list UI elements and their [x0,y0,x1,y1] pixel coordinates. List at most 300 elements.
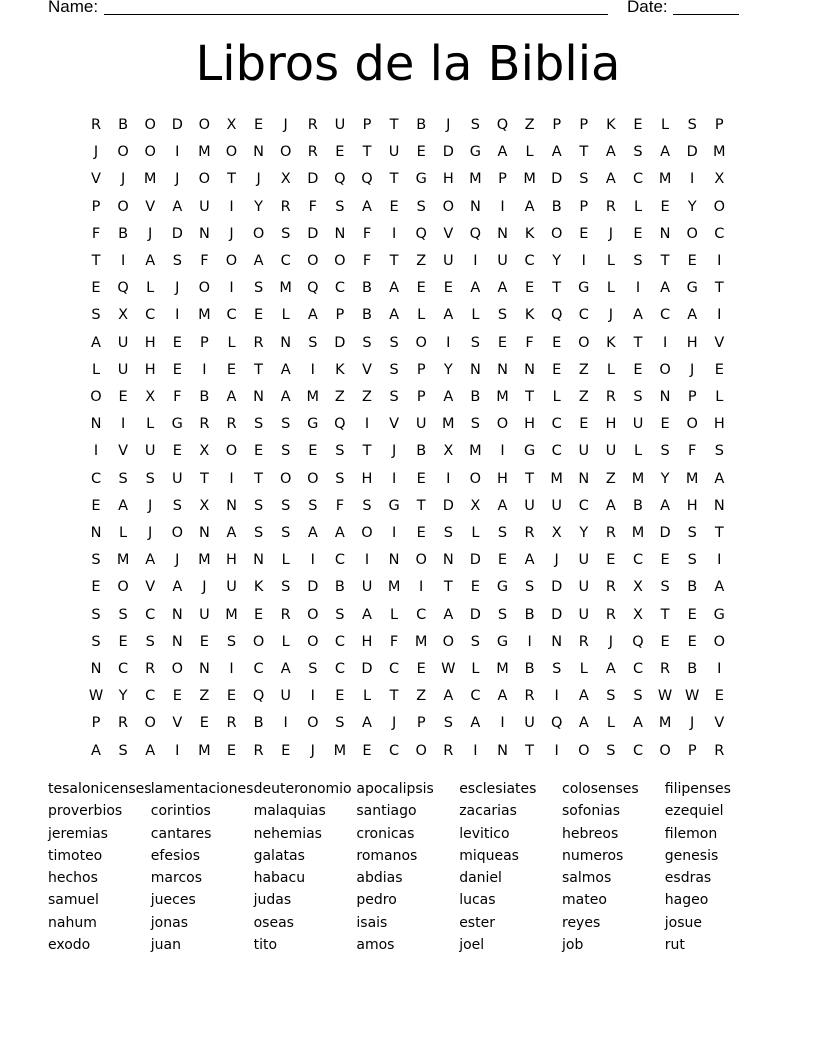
grid-letter: I [717,552,722,569]
word-list-item: jueces [150,892,196,909]
grid-letter: I [391,225,397,242]
word-column [356,778,433,956]
grid-letter: T [389,688,399,705]
grid-letter: B [524,606,535,623]
grid-letter: M [143,171,157,188]
grid-letter: P [416,361,426,378]
grid-letter: I [310,688,315,705]
grid-letter: M [198,307,211,324]
grid-letter: D [307,225,319,242]
grid-letter: A [172,198,183,215]
grid-letter: L [606,253,615,269]
grid-letter: N [253,389,265,405]
grid-letter: O [713,633,725,650]
grid-letter: I [229,470,234,487]
grid-letter: A [172,579,183,596]
word-list-item: reyes [562,914,601,931]
grid-letter: S [145,633,155,650]
grid-letter: V [714,334,725,351]
word-list-item: samuel [48,892,99,909]
grid-letter: O [307,470,319,487]
grid-letter: E [172,361,182,378]
grid-letter: D [307,579,319,596]
grid-letter: H [524,416,536,433]
grid-letter: L [281,552,290,569]
grid-letter: E [199,633,209,650]
grid-letter: S [253,280,264,297]
grid-letter: I [391,470,397,487]
word-list-item: tesalonicenses [48,781,152,797]
grid-letter: Z [605,470,616,487]
grid-letter: C [145,688,156,705]
grid-letter: S [91,552,101,569]
grid-letter: P [498,171,507,188]
word-column [48,778,152,956]
grid-letter: W [88,688,104,705]
grid-letter: I [527,633,532,650]
grid-letter: P [91,198,101,215]
grid-letter: N [90,416,102,433]
grid-letter: L [606,280,615,297]
grid-letter: U [199,198,210,215]
word-list-item: levitico [459,825,510,842]
grid-letter: E [254,117,264,133]
grid-letter: M [279,280,292,297]
word-column [665,778,731,956]
grid-letter: U [415,416,427,433]
grid-letter: T [660,606,670,623]
word-list-item: isais [356,914,388,931]
name-line[interactable] [104,14,608,15]
word-list-item: mateo [562,892,607,909]
grid-letter: C [714,225,725,242]
date-line[interactable] [673,14,739,15]
grid-letter: B [470,389,481,405]
grid-letter: U [171,470,183,487]
grid-letter: U [117,334,129,351]
grid-letter: L [91,361,101,378]
word-list-item: genesis [664,847,719,864]
grid-letter: S [118,606,128,623]
grid-letter: A [91,334,101,351]
word-list-item: tito [253,937,278,954]
grid-letter: S [335,198,345,215]
grid-letter: I [500,443,505,460]
word-list-item: cantares [150,825,212,842]
grid-letter: R [280,606,291,623]
grid-letter: U [578,606,590,623]
word-list-item: esclesiates [459,781,537,797]
grid-letter: A [145,552,156,569]
grid-letter: N [198,525,210,541]
page-title: Libros de la Biblia [195,36,621,92]
grid-letter: N [388,552,400,569]
grid-letter: L [281,307,290,324]
word-list-item: exodo [48,937,91,954]
grid-letter: M [469,443,482,460]
grid-letter: G [388,497,400,514]
grid-letter: S [335,470,345,487]
word-column [254,778,352,956]
grid-letter: E [687,633,697,650]
grid-letter: S [524,579,535,596]
grid-letter: V [389,416,400,433]
grid-letter: Z [524,117,535,133]
grid-letter: S [226,633,237,650]
grid-letter: O [225,144,238,161]
grid-letter: N [171,606,183,623]
grid-letter: E [552,334,562,351]
grid-letter: Y [687,198,697,215]
grid-letter: M [387,579,401,596]
grid-letter: N [659,225,671,242]
grid-letter: O [144,117,156,133]
word-list-item: romanos [356,847,418,864]
grid-letter: E [254,307,264,324]
grid-letter: I [473,253,478,269]
grid-letter: S [253,497,264,514]
grid-letter: F [362,253,372,269]
grid-letter: T [389,171,399,188]
grid-letter: A [605,171,616,188]
grid-letter: B [687,661,698,677]
grid-letter: A [307,307,318,324]
grid-letter: E [389,198,399,215]
grid-letter: B [362,307,372,324]
grid-letter: S [308,497,318,514]
grid-letter: G [171,416,183,433]
grid-letter: D [171,225,183,242]
grid-letter: H [713,416,725,433]
grid-letter: R [660,661,671,677]
grid-letter: I [229,661,234,677]
grid-letter: E [335,688,345,705]
grid-letter: V [443,225,454,242]
grid-letter: J [608,225,614,242]
grid-letter: J [148,225,153,242]
grid-letter: U [144,443,156,460]
grid-letter: P [579,198,589,215]
grid-letter: O [578,334,590,351]
grid-letter: O [279,144,292,161]
grid-letter: R [605,525,616,541]
grid-letter: J [608,633,614,650]
grid-letter: C [334,280,345,297]
grid-letter: E [687,606,697,623]
grid-letter: R [199,416,210,433]
grid-letter: U [578,579,590,596]
grid-letter: I [229,280,234,297]
grid-letter: G [578,280,590,297]
grid-letter: K [524,225,535,242]
grid-letter: M [306,389,320,405]
word-list-item: apocalipsis [356,781,434,797]
grid-letter: D [171,117,183,133]
grid-letter: R [145,661,156,677]
grid-letter: B [334,579,345,596]
grid-letter: L [606,361,615,378]
grid-letter: B [551,198,562,215]
grid-letter: I [229,198,234,215]
grid-letter: I [446,334,451,351]
grid-letter: A [551,144,562,161]
grid-letter: O [198,117,211,133]
grid-letter: I [554,688,559,705]
grid-letter: L [390,606,399,623]
grid-letter: M [333,742,347,759]
grid-letter: S [118,470,128,487]
grid-letter: E [660,633,670,650]
grid-letter: O [415,552,427,569]
grid-letter: R [118,715,129,732]
grid-letter: H [497,470,508,487]
grid-letter: E [199,715,209,732]
grid-letter: L [606,715,615,732]
grid-letter: E [633,361,643,378]
date-label: Date: [627,0,668,16]
grid-letter: J [148,525,153,541]
grid-letter: E [281,742,291,759]
grid-letter: O [279,470,292,487]
grid-letter: G [307,416,319,433]
grid-letter: P [91,715,101,732]
grid-letter: J [446,117,451,133]
grid-letter: O [198,280,211,297]
grid-letter: A [145,742,156,759]
grid-letter: Z [416,688,427,705]
grid-letter: C [524,253,535,269]
grid-letter: A [660,280,671,297]
grid-letter: V [362,361,372,378]
grid-letter: I [93,443,99,460]
grid-letter: T [362,144,372,161]
grid-letter: E [660,198,670,215]
grid-letter: E [470,579,480,596]
grid-letter: E [660,552,670,569]
grid-letter: B [633,497,643,514]
grid-letter: J [391,443,397,460]
grid-letter: B [199,389,210,405]
word-list-item: miqueas [459,847,519,864]
grid-letter: E [443,280,453,297]
grid-letter: H [144,334,156,351]
word-list-item: daniel [459,870,502,887]
grid-letter: T [389,117,399,133]
grid-letter: B [118,225,129,242]
grid-letter: M [225,606,238,623]
grid-letter: E [579,225,589,242]
word-list-item: abdias [356,870,403,887]
grid-letter: A [389,307,400,324]
word-list-item: proverbios [48,803,123,820]
grid-letter: S [389,361,399,378]
grid-letter: J [175,552,180,569]
grid-letter: J [175,171,180,188]
word-list-item: hebreos [562,825,619,842]
grid-letter: A [660,497,671,514]
word-list-item: oseas [253,914,294,931]
word-list-item: pedro [356,892,397,909]
grid-letter: L [633,198,643,215]
grid-letter: S [443,525,453,541]
grid-letter: L [525,144,534,161]
grid-letter: E [714,688,724,705]
grid-letter: X [633,606,643,623]
grid-letter: L [471,307,480,324]
grid-letter: A [687,307,698,324]
word-list-item: cronicas [356,825,415,842]
grid-letter: C [578,307,589,324]
grid-letter: M [631,525,645,541]
grid-letter: L [633,443,643,460]
grid-letter: W [441,661,456,677]
grid-letter: S [687,117,697,133]
grid-letter: R [90,117,102,133]
grid-letter: Y [254,198,264,215]
grid-letter: N [713,497,725,514]
word-list-item: deuteronomio [253,781,352,797]
grid-letter: N [334,225,346,242]
grid-letter: T [714,525,724,541]
grid-letter: F [525,334,534,351]
grid-letter: A [362,198,372,215]
grid-letter: S [362,497,372,514]
grid-letter: Y [118,688,128,705]
grid-letter: A [497,688,508,705]
grid-letter: A [497,144,508,161]
grid-letter: X [199,443,210,460]
word-column [562,778,639,956]
grid-letter: C [551,416,562,433]
grid-letter: A [633,307,643,324]
grid-letter: U [524,497,535,514]
word-list-item: amos [356,937,395,954]
grid-letter: N [469,361,481,378]
grid-letter: S [281,225,291,242]
grid-letter: S [579,171,589,188]
grid-letter: G [523,443,536,460]
word-list-item: lucas [459,892,496,909]
grid-letter: R [578,633,589,650]
grid-letter: F [389,633,399,650]
grid-letter: Q [415,225,427,242]
grid-letter: X [145,389,156,405]
grid-letter: C [226,307,237,324]
grid-letter: S [281,579,291,596]
grid-letter: F [335,497,345,514]
word-list-item: ezequiel [664,803,724,820]
grid-letter: R [605,198,616,215]
grid-letter: M [685,470,699,487]
grid-letter: X [714,171,725,188]
grid-letter: E [633,117,643,133]
grid-letter: D [686,144,698,161]
grid-letter: J [93,144,99,161]
grid-letter: S [470,416,480,433]
grid-letter: I [446,470,451,487]
grid-letter: C [280,253,291,269]
grid-letter: D [334,334,346,351]
grid-letter: O [252,633,265,650]
grid-letter: M [442,416,455,433]
word-list-item: corintios [150,803,211,820]
grid-letter: A [497,280,508,297]
grid-letter: E [633,225,643,242]
grid-letter: R [226,416,237,433]
grid-letter: S [145,470,155,487]
grid-letter: I [364,552,370,569]
grid-letter: O [686,416,698,433]
grid-letter: A [280,389,291,405]
grid-letter: B [524,661,535,677]
grid-letter: T [525,389,535,405]
grid-letter: E [497,334,508,351]
grid-letter: A [334,525,345,541]
grid-letter: H [361,470,373,487]
grid-letter: H [686,497,698,514]
grid-letter: A [253,253,264,269]
grid-letter: C [90,470,102,487]
grid-letter: C [632,171,644,188]
word-list-item: habacu [253,870,306,887]
grid-letter: H [361,633,373,650]
grid-letter: T [389,253,399,269]
grid-letter: O [307,606,319,623]
grid-letter: C [660,307,671,324]
grid-letter: N [442,552,454,569]
grid-letter: S [389,389,399,405]
grid-letter: M [658,715,672,732]
grid-letter: N [90,525,102,541]
word-list-item: hageo [664,892,709,909]
grid-letter: E [416,280,426,297]
grid-letter: R [307,117,318,133]
word-column [151,778,254,956]
word-list-item: colosenses [562,781,639,797]
grid-letter: O [659,361,671,378]
word-list-item: lamentaciones [150,781,254,797]
word-list-item: numeros [562,847,624,864]
word-list-item: ester [459,914,495,931]
grid-letter: R [605,389,616,405]
grid-letter: E [416,470,426,487]
grid-letter: A [362,715,372,732]
word-column [459,778,536,956]
grid-letter: T [254,361,264,378]
grid-letter: R [605,606,616,623]
grid-letter: R [253,334,264,351]
grid-letter: M [198,552,211,569]
grid-letter: Q [334,171,346,188]
grid-letter: F [173,389,182,405]
grid-letter: E [416,144,426,161]
grid-letter: X [470,497,481,514]
grid-letter: S [497,307,508,324]
grid-letter: B [362,280,372,297]
grid-letter: H [605,416,617,433]
grid-letter: T [633,334,643,351]
grid-letter: T [199,470,209,487]
grid-letter: I [310,361,315,378]
grid-letter: S [497,525,508,541]
grid-letter: J [202,579,207,596]
grid-letter: G [496,579,509,596]
grid-letter: S [308,661,318,677]
grid-letter: M [550,470,563,487]
grid-letter: I [120,416,126,433]
grid-letter: G [415,171,427,188]
grid-letter: L [281,633,290,650]
